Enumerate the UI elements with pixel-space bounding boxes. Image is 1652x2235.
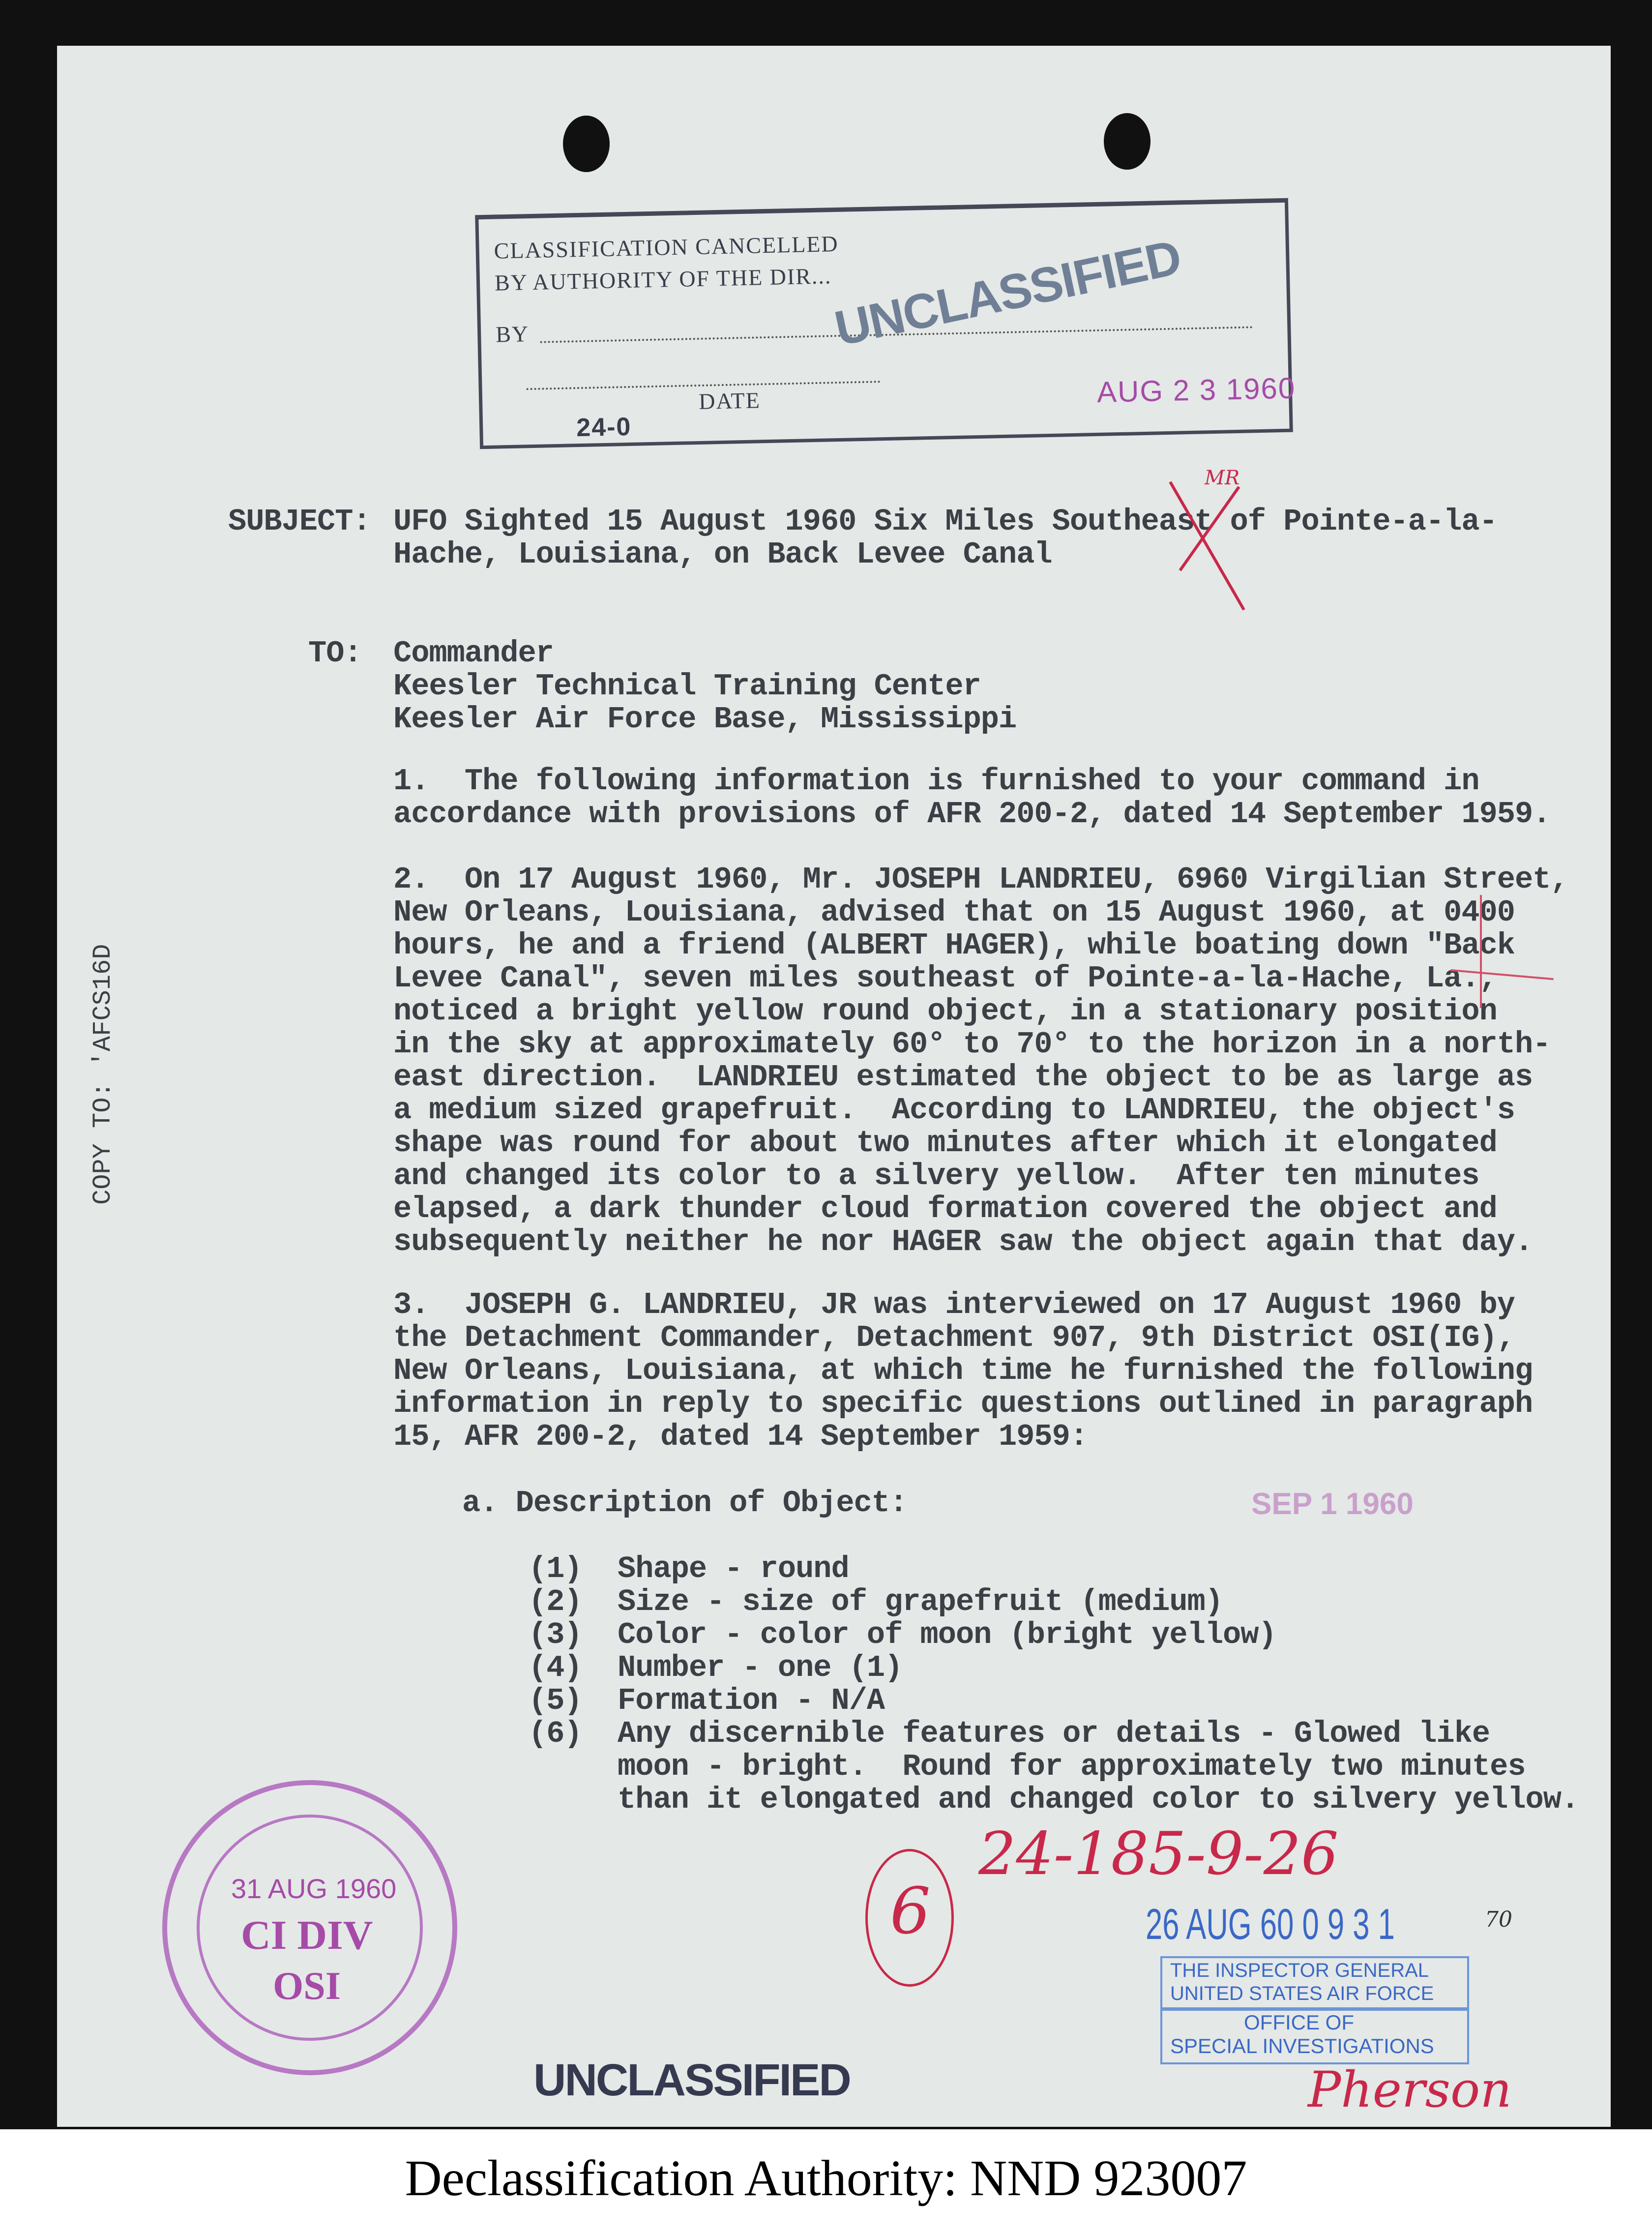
stamp-line1: CLASSIFICATION CANCELLED [494,231,839,264]
punch-hole [1104,113,1150,170]
list-item: (5) Formation - N/A [529,1683,885,1718]
text-line: subsequently neither he nor HAGER saw the object again that day. [393,1224,1533,1259]
circle-stamp-line1: CI DIV [241,1912,373,1958]
text-line: 1. The following information is furnished to your command in [393,764,1479,799]
address-line: Commander [393,636,554,671]
text-line: 3. JOSEPH G. LANDRIEU, JR was interviewed on 17 August 1960 by [393,1287,1515,1322]
list-item: (2) Size - size of grapefruit (medium) [529,1584,1223,1619]
list-item: moon - bright. Round for approximately two minutes [529,1749,1526,1784]
text-line: 15, AFR 200-2, dated 14 September 1959: [393,1419,1088,1454]
text-line: and changed its color to a silvery yellow. After ten minutes [393,1159,1479,1193]
red-x-mark [1160,472,1254,620]
text-line: noticed a bright yellow round object, in a stationary position [393,994,1497,1029]
handwritten-file-number: 24-185-9-26 [978,1820,1339,1888]
handwritten-signature: Pherson [1308,2061,1512,2118]
text-line: elapsed, a dark thunder cloud formation covered the object and [393,1192,1497,1226]
to-address [393,637,1016,736]
text-line: 2. On 17 August 1960, Mr. JOSEPH LANDRIEU, 6960 Virgilian Street, [393,862,1568,897]
list-item: (1) Shape - round [529,1551,849,1586]
ig-stamp: THE INSPECTOR GENERAL [1170,1960,1429,1981]
copy-to-note: COPY TO: 'AFCS16D [88,944,118,1205]
red-margin-mark [1480,895,1482,1008]
paragraph-1 [393,765,1550,831]
circle-stamp-date: 31 AUG 1960 [231,1873,397,1904]
circle-date-stamp [162,1780,457,2075]
list-item: (3) Color - color of moon (bright yellow) [529,1617,1276,1652]
text-line: New Orleans, Louisiana, advised that on 15 August 1960, at 0400 [393,895,1515,930]
osi-stamp-line2: SPECIAL INVESTIGATIONS [1170,2034,1434,2057]
stamp-by-label: BY [495,321,530,347]
text-line: shape was round for about two minutes after which it elongated [393,1126,1497,1161]
stamp-number: 24-0 [576,412,632,443]
stamp-line2: BY AUTHORITY OF THE DIR... [494,263,832,296]
text-line: New Orleans, Louisiana, at which time he furnished the following [393,1353,1533,1388]
address-line: Keesler Air Force Base, Mississippi [393,702,1017,737]
declassification-caption: Declassification Authority: NND 923007 [405,2150,1247,2206]
description-list [529,1552,1579,1816]
address-line: Keesler Technical Training Center [393,669,981,704]
ig-stamp-line2: UNITED STATES AIR FORCE [1170,1983,1434,2004]
osi-stamp-box [1160,2009,1469,2064]
description-heading: a. Description of Object: [462,1486,908,1520]
text-line: accordance with provisions of AFR 200-2, dated 14 September 1959. [393,797,1551,832]
text-line: east direction. LANDRIEU estimated the object to be as large as [393,1060,1533,1095]
sep-date-stamp: SEP 1 1960 [1251,1487,1414,1521]
paragraph-2 [393,863,1568,1258]
bottom-classification-stamp: UNCLASSIFIED [533,2055,850,2105]
stamp-date-label: DATE [698,387,761,414]
unclassified-diagonal-stamp: UNCLASSIFIED [830,229,1185,357]
circled-number: 6 [890,1874,931,1948]
text-line: a medium sized grapefruit. According to LANDRIEU, the object's [393,1093,1515,1128]
osi-stamp-line1: OFFICE OF [1244,2011,1354,2034]
subject-line: Hache, Louisiana, on Back Levee Canal [393,537,1052,572]
received-time-stamp: 26 AUG 60 0 9 3 1 [1146,1900,1395,1948]
to-label: TO: [308,636,362,671]
list-item: than it elongated and changed color to silvery yellow. [529,1782,1579,1817]
ig-stamp-box [1160,1956,1469,2009]
circle-stamp-line2: OSI [273,1965,341,2008]
text-line: Levee Canal", seven miles southeast of Pointe-a-la-Hache, La., [393,961,1497,996]
text-line: in the sky at approximately 60° to 70° to the horizon in a north- [393,1027,1551,1062]
text-line: hours, he and a friend (ALBERT HAGER), while boating down "Back [393,928,1515,963]
punch-hole [563,116,610,172]
subject-text [393,505,1497,571]
list-item: (6) Any discernible features or details - Glowed like [529,1716,1490,1751]
text-line: the Detachment Commander, Detachment 907, 9th District OSI(IG), [393,1320,1515,1355]
subject-line: UFO Sighted 15 August 1960 Six Miles Southeast of Pointe-a-la- [393,504,1497,539]
text-line: information in reply to specific questions outlined in paragraph [393,1386,1533,1421]
date-stamp: AUG 2 3 1960 [1096,371,1296,409]
small-handwritten-note: 70 [1485,1907,1512,1932]
handwritten-initials: MR [1205,467,1240,489]
list-item: (4) Number - one (1) [529,1650,903,1685]
subject-label: SUBJECT: [228,504,371,539]
paragraph-3 [393,1288,1533,1453]
